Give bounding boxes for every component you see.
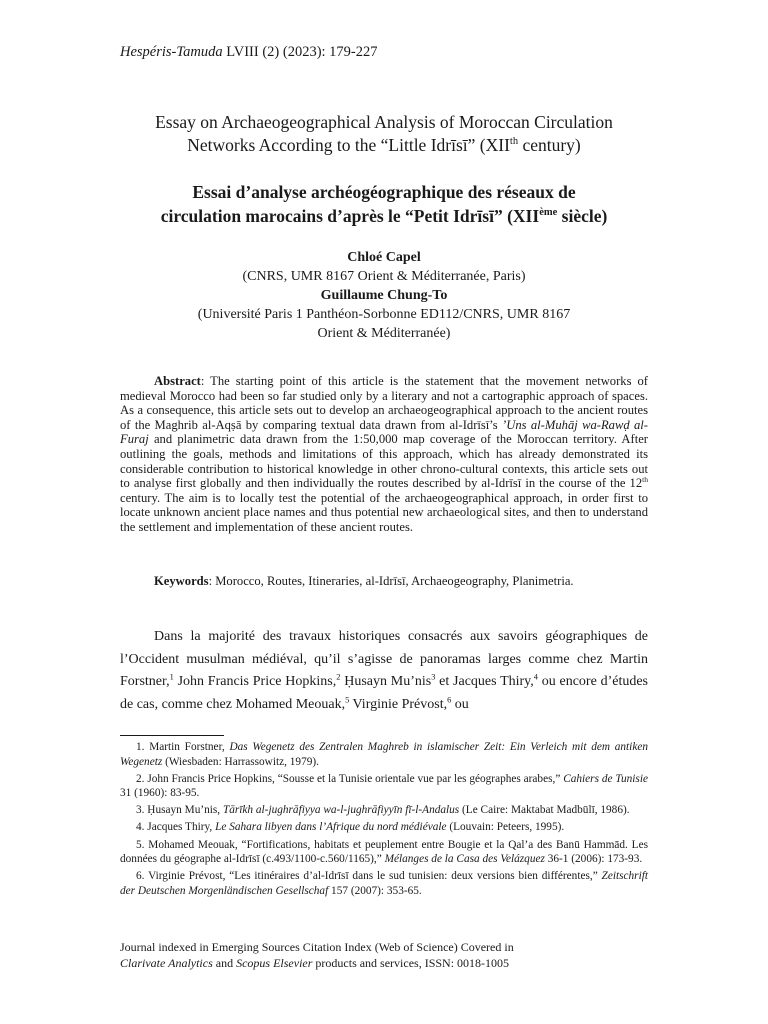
footnote-title: Cahiers de Tunisie [563,772,648,785]
footer-text: products and services, ISSN: 0018-1005 [312,956,510,970]
footnote-text: 31 (1960): 83-95. [120,787,200,800]
body-text: John Francis Price Hopkins, [173,674,337,689]
footnote-ref[interactable]: 4 [533,672,538,682]
abstract [120,374,648,535]
english-title-line-2 [100,134,668,157]
footnote-title: Tārīkh al-jughrāfiyya wa-l-jughrāfiyyīn fī-l-Andalus [222,804,460,817]
footnote-number: 1. [136,741,145,753]
footnote-text: (Le Caire: Maktabat Madbūlī, 1986). [459,804,630,817]
footnote-number: 4. [136,821,145,834]
english-title [100,111,668,157]
footnote-ref[interactable]: 3 [431,672,436,682]
footnote-title: Das Wegenetz des Zentralen Maghreb in islamischer Zeit: Ein Verleich mit dem antiken Wegenetz [120,741,648,768]
body-text: et Jacques Thiry, [435,674,534,689]
body-text: Virginie Prévost, [349,696,448,712]
footer-line-2 [120,955,648,971]
french-title-line-2 [100,204,668,228]
journal-citation: LVIII (2) (2023): 179-227 [222,44,378,60]
english-title-text-end: century) [518,135,581,155]
footer-index-name: Scopus Elsevier [236,956,313,970]
french-title [100,180,668,228]
footnote-number: 6. [136,870,145,883]
abstract-superscript: th [642,474,648,484]
footnote-text: 157 (2007): 353-65. [328,884,422,897]
french-title-text: circulation marocains d’après le “Petit Idrīsī” (XII [160,206,540,226]
footnote-text: (Wiesbaden: Harrassowitz, 1979). [162,755,319,768]
french-title-text-end: siècle) [557,206,608,226]
author-affiliation: (CNRS, UMR 8167 Orient & Méditerranée, Paris) [242,269,526,284]
footnote-5 [120,838,648,867]
footnote-text: Jacques Thiry, [144,821,216,834]
footnote-number: 5. [136,838,145,851]
footnote-2 [120,772,648,801]
abstract-label: Abstract [154,374,201,388]
footnote-text: Mohamed Meouak, “Fortifications, habitats et peuplement entre Bougie et la Qal’a des Banū Hammād. Les données du géographe al-Idrīsī (c.493/1100-c.560/1165),” [120,838,648,866]
body-text: ou [451,696,469,712]
abstract-text: century. The aim is to locally test the potential of the archaeogeographical approach, in order first to locate unknown ancient place names and thus potential new archaeological sites, and then to understand the settlement and implementation of these ancient routes. [120,490,648,534]
body-text: Dans la majorité des travaux historiques consacrés aux savoirs géographiques de l’Occident musulman médiéval, qu’il s’agisse de panoramas larges comme chez Martin Forstner, [120,629,648,689]
author-affiliation: Orient & Méditerranée) [317,326,451,341]
french-title-line-1: Essai d’analyse archéogéographique des réseaux de [192,182,576,202]
footnote-text: John Francis Price Hopkins, “Sousse et la Tunisie orientale vue par les géographes arabes,” [144,772,564,785]
french-title-superscript: ème [539,207,558,219]
footnote-3 [120,803,648,818]
footnote-1 [120,740,648,769]
journal-footer [120,939,648,971]
footnote-6 [120,869,648,898]
footnote-title: Zeitschrift der Deutschen Morgenländischen Gesellschaf [120,870,648,897]
footnote-number: 2. [136,772,145,785]
footnote-number: 3. [136,804,145,817]
body-paragraph [120,626,648,716]
footer-index-name: Clarivate Analytics [120,956,213,970]
abstract-text: : The starting point of this article is the statement that the movement networks of medieval Morocco had been so far studied only by a literary and not a cartographic approach of spaces. As a consequence, this article sets out to develop an archaeogeographical approach to the ancient routes of the Maghrib al-Aqṣā by comparing textual data drawn from al-Idrīsī’s [120,374,648,432]
footnote-text: 36-1 (2006): 173-93. [544,853,643,866]
footnote-4 [120,820,648,835]
body-text: ou encore d’études de cas, comme chez Mohamed Meouak, [120,674,648,712]
footnote-ref[interactable]: 1 [169,672,174,682]
author-block [100,248,668,343]
footnote-divider [120,735,224,736]
footnote-ref[interactable]: 6 [447,694,452,704]
footnote-text: Ḥusayn Mu’nis, [144,804,223,817]
keywords-label: Keywords [154,574,209,588]
footnote-title: Mélanges de la Casa des Velázquez [384,853,545,866]
footnote-text: Virginie Prévost, “Les itinéraires d’al-Idrīsī dans le sud tunisien: deux versions bien différentes,” [144,870,602,883]
body-text: Ḥusayn Mu’nis [340,674,432,689]
english-title-line-1: Essay on Archaeogeographical Analysis of Moroccan Circulation [155,112,613,132]
footer-text: and [212,956,237,970]
keywords-text: : Morocco, Routes, Itineraries, al-Idrīsī, Archaeogeography, Planimetria. [208,574,574,588]
footnote-ref[interactable]: 2 [336,672,341,682]
author-affiliation: (Université Paris 1 Panthéon-Sorbonne ED112/CNRS, UMR 8167 [197,307,571,322]
footnote-text: (Louvain: Peteers, 1995). [446,821,565,834]
abstract-cited-title: ’Uns al-Muhāj wa-Rawḍ al-Furaj [120,417,648,447]
footnote-ref[interactable]: 5 [345,694,350,704]
journal-name: Hespéris-Tamuda [120,44,223,60]
abstract-text: and planimetric data drawn from the 1:50,000 map coverage of the Moroccan territory. After outlining the goals, methods and limitations of this approach, which has already demonstrated its considerable contribution to historical knowledge in other chrono-cultural contexts, this article sets out to analyse first globally and then individually the routes described by al-Idrīsī in the course of the 12 [120,432,648,491]
journal-header [120,44,378,61]
footnote-title: Le Sahara libyen dans l’Afrique du nord médiévale [215,821,447,834]
english-title-superscript: th [509,136,519,148]
keywords [154,574,574,589]
footer-line-1: Journal indexed in Emerging Sources Citation Index (Web of Science) Covered in [120,940,514,954]
footnote-text: Martin Forstner, [144,741,230,753]
english-title-text: Networks According to the “Little Idrīsī” (XII [187,135,510,155]
author-name: Chloé Capel [347,250,421,265]
author-name: Guillaume Chung-To [320,288,448,303]
footnotes [120,740,648,901]
